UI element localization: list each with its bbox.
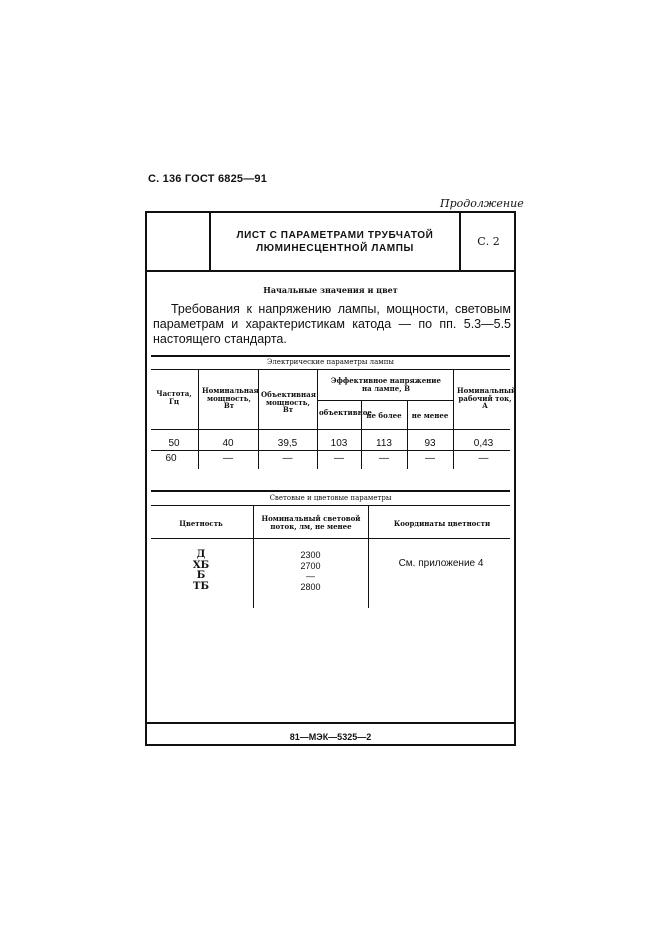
color-codes-list bbox=[151, 550, 251, 592]
parameter-sheet-frame bbox=[145, 211, 516, 746]
elec-table-top-rule bbox=[151, 355, 510, 357]
col-color-header: Цветность bbox=[179, 519, 223, 528]
nominal-power-cell: 40 bbox=[222, 438, 234, 449]
col-frequency-header: Частота, Гц bbox=[156, 389, 192, 406]
voltage-objective-cell: — bbox=[334, 453, 344, 464]
voltage-min-cell: — bbox=[425, 453, 435, 464]
current-cell: — bbox=[478, 453, 489, 464]
list-item: 2700 bbox=[300, 560, 321, 571]
col-voltage-max-header: не более bbox=[366, 411, 402, 420]
title-box bbox=[147, 213, 514, 272]
list-item: — bbox=[306, 571, 315, 581]
current-cell: 0,43 bbox=[473, 438, 494, 449]
nominal-power-cell: — bbox=[223, 453, 233, 464]
voltage-max-cell: — bbox=[379, 453, 389, 464]
elec-row-rule bbox=[151, 450, 510, 451]
freq-cell: 50 bbox=[168, 438, 180, 449]
freq-cell: 60 bbox=[165, 453, 177, 464]
col-chromaticity-header: Координаты цветности bbox=[393, 519, 491, 528]
page-header-doc-ref: С. 136 ГОСТ 6825—91 bbox=[148, 173, 268, 185]
list-item: Д bbox=[196, 549, 206, 560]
elec-table-header-rule bbox=[151, 369, 510, 370]
sheet-number: С. 2 bbox=[459, 213, 516, 270]
col-nominal-power-header: Номинальная мощность, Вт bbox=[202, 386, 259, 410]
list-item: 2300 bbox=[300, 550, 321, 560]
col-current-header: Номинальный рабочий ток, А bbox=[457, 386, 517, 410]
list-item: 2800 bbox=[300, 581, 321, 592]
footer-code: 81—МЭК—5325—2 bbox=[289, 732, 372, 742]
light-table-caption: Световые и цветовые параметры bbox=[269, 494, 392, 502]
objective-power-cell: 39,5 bbox=[277, 438, 298, 449]
voltage-subheader-rule bbox=[317, 400, 453, 401]
chromaticity-coords-cell: См. приложение 4 bbox=[398, 558, 484, 569]
light-table-top-rule bbox=[151, 490, 510, 492]
section-heading: Начальные значения и цвет bbox=[263, 285, 398, 295]
elec-header-bottom-rule bbox=[151, 429, 510, 430]
requirements-paragraph: Требования к напряжению лампы, мощности, световым параметрам и характеристикам катода — по пп. 5.3—5.5 настоящего стандарта. bbox=[153, 302, 511, 346]
title-box-empty-cell bbox=[147, 213, 211, 270]
col-effective-voltage-header: Эффективное напряжение на лампе, В bbox=[331, 376, 441, 393]
voltage-max-cell: 113 bbox=[376, 438, 392, 449]
list-item: ХБ bbox=[192, 559, 210, 571]
continuation-label: Продолжение bbox=[440, 197, 524, 210]
list-item: ТБ bbox=[193, 580, 209, 592]
col-voltage-objective-header: объективное bbox=[319, 408, 372, 417]
sheet-title bbox=[211, 213, 459, 270]
light-col-divider bbox=[368, 505, 369, 608]
col-voltage-min-header: не менее bbox=[411, 411, 449, 420]
voltage-min-cell: 93 bbox=[424, 438, 436, 449]
objective-power-cell: — bbox=[282, 453, 293, 464]
voltage-objective-cell: 103 bbox=[330, 438, 348, 449]
col-objective-power-header: Объективная мощность, Вт bbox=[261, 390, 316, 414]
sheet-title-line2: ЛЮМИНЕСЦЕНТНОЙ ЛАМПЫ bbox=[256, 242, 414, 254]
light-table-header-rule bbox=[151, 505, 510, 506]
list-item: Б bbox=[196, 570, 206, 581]
sheet-title-line1: ЛИСТ С ПАРАМЕТРАМИ ТРУБЧАТОЙ bbox=[236, 229, 434, 241]
elec-table-caption: Электрические параметры лампы bbox=[267, 358, 394, 366]
luminous-flux-list bbox=[253, 550, 368, 592]
footer-rule bbox=[147, 722, 514, 724]
light-header-bottom-rule bbox=[151, 538, 510, 539]
col-luminous-flux-header: Номинальный световой поток, лм, не менее bbox=[261, 514, 361, 531]
